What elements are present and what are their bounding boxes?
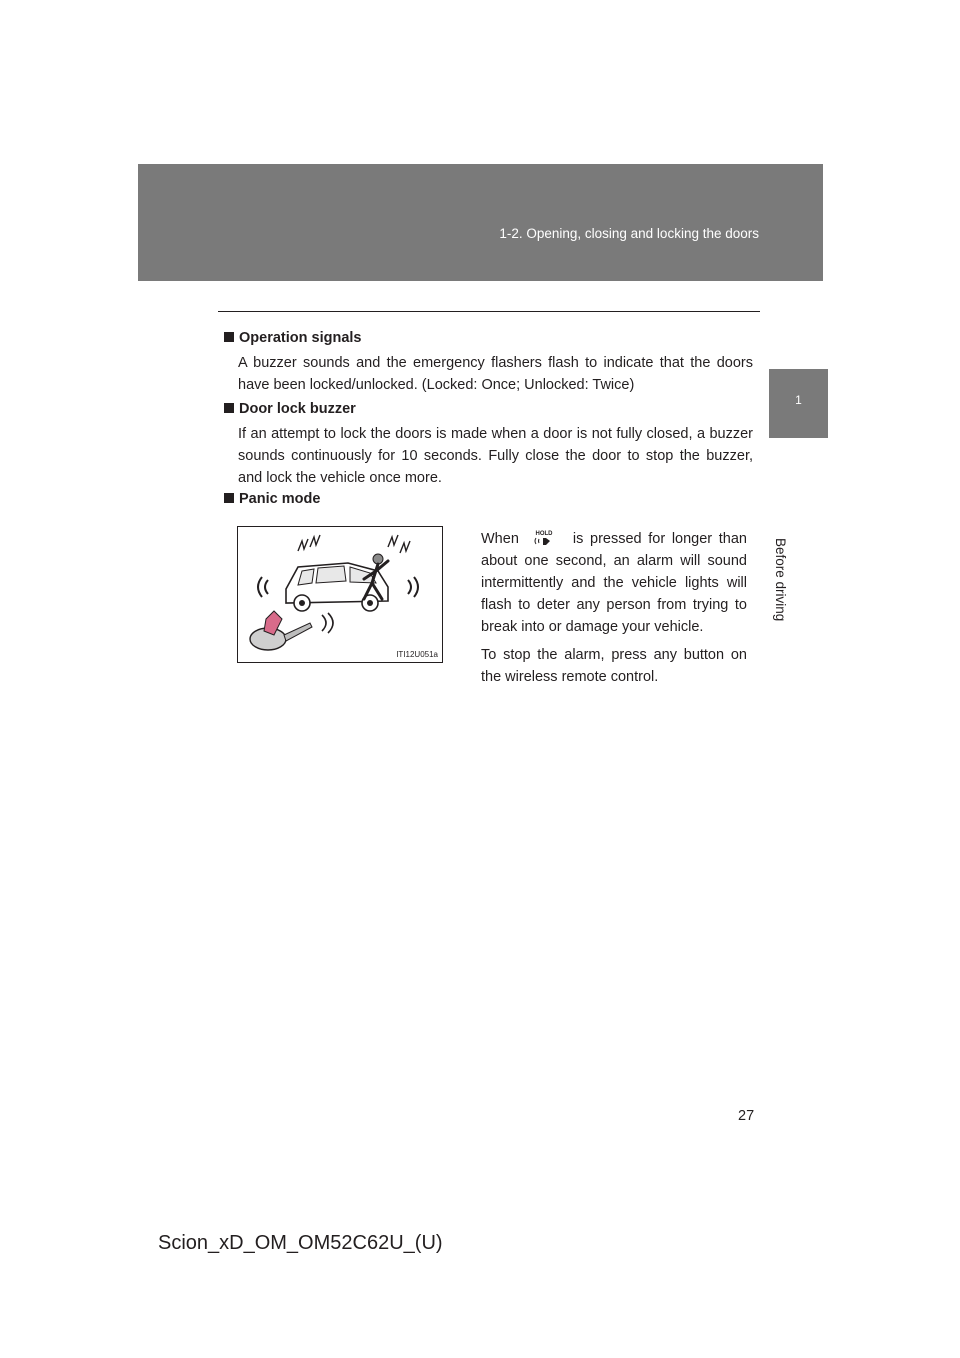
section-heading-operation-signals: Operation signals (224, 330, 361, 346)
bullet-square-icon (224, 332, 234, 342)
operation-signals-text: A buzzer sounds and the emergency flashers flash to indicate that the doors have been locked/unlocked. (Locked: Once; Unlocked: Twice) (238, 355, 753, 393)
chapter-tab (769, 369, 828, 438)
section-title: 1-2. Opening, closing and locking the doors (499, 226, 759, 241)
document-id: Scion_xD_OM_OM52C62U_(U) (158, 1232, 443, 1254)
panic-hold-button-icon (533, 529, 555, 547)
section-heading-door-lock-buzzer: Door lock buzzer (224, 401, 356, 417)
door-lock-buzzer-text: If an attempt to lock the doors is made when a door is not fully closed, a buzzer sounds continuously for 10 seconds. Fully close the door to stop the buzzer, and lock the vehicle once more. (238, 426, 753, 486)
panic-stop-text: To stop the alarm, press any button on the wireless remote control. (481, 647, 747, 685)
divider (218, 311, 760, 312)
svg-text:HOLD: HOLD (535, 531, 553, 537)
panic-mode-text (481, 528, 747, 694)
page-number: 27 (738, 1108, 755, 1124)
panic-description: When HOLD is pressed for longer than about one second, an alarm will sound intermittently and the vehicle lights will flash to deter any person from trying to break into or damage your vehicle. (481, 531, 747, 635)
bullet-square-icon (224, 493, 234, 503)
chapter-label: Before driving (773, 538, 788, 622)
header-band (138, 164, 823, 281)
section-heading-panic-mode: Panic mode (224, 491, 320, 507)
car-alarm-illustration-icon (238, 527, 442, 662)
panic-mode-figure (237, 526, 443, 663)
chapter-number: 1 (795, 393, 802, 407)
figure-code: ITI12U051a (396, 650, 438, 659)
bullet-square-icon (224, 403, 234, 413)
